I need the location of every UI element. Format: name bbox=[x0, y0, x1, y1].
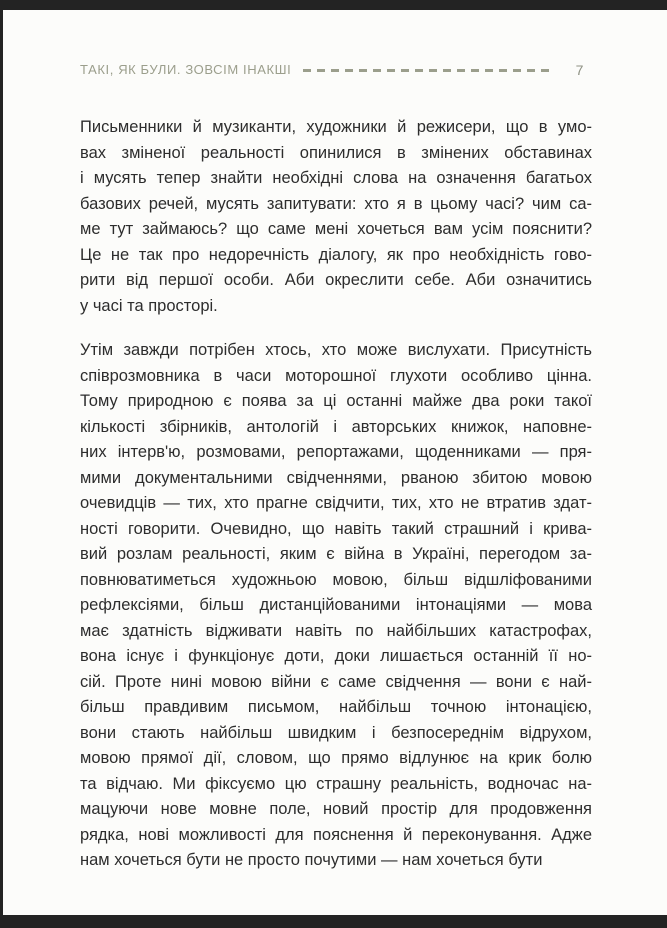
text-line: у часі та просторі. bbox=[80, 296, 218, 315]
text-line: базових речей, мусять запитувати: хто я в цьому часі? чим са- bbox=[80, 194, 592, 213]
text-line: рядка, нові можливості для пояснення й переконування. Адже bbox=[80, 825, 592, 844]
text-line: них інтерв'ю, розмовами, репортажами, щоденниками — пря- bbox=[80, 443, 592, 461]
paragraph bbox=[80, 338, 592, 874]
page-number: 7 bbox=[575, 62, 584, 78]
text-line: вона існує і функціонує доти, доки лишається останній її но- bbox=[80, 647, 592, 665]
text-line: має здатність відживати навіть по найбільших катастрофах, bbox=[80, 621, 592, 640]
text-line: вах зміненої реальності опинилися в змінених обставинах bbox=[80, 143, 592, 162]
text-line: мовою прямої дії, словом, що прямо відлунює на крик болю bbox=[80, 749, 592, 767]
text-line: співрозмовника в часи моторошної глухоти особливо цінна. bbox=[80, 366, 592, 385]
running-header bbox=[80, 62, 592, 78]
dashed-leader bbox=[303, 69, 549, 72]
text-line: Це не так про недоречність діалогу, як про необхідність гово- bbox=[80, 245, 592, 264]
text-line: Тому природною є поява за ці останні майже два роки такої bbox=[80, 392, 592, 410]
text-line: мацуючи нове мовне поле, новий простір для продовження bbox=[80, 800, 592, 818]
text-line: мими документальними свідченнями, рваною збитою мовою bbox=[80, 468, 592, 487]
bottom-frame-bar bbox=[0, 915, 667, 928]
text-line: сій. Проте нині мовою війни є саме свідчення — вони є най- bbox=[80, 672, 592, 691]
text-line: Письменники й музиканти, художники й режисери, що в умо- bbox=[80, 118, 592, 136]
text-line: ності говорити. Очевидно, що навіть такий страшний і крива- bbox=[80, 519, 592, 538]
text-line: рити від першої особи. Аби окреслити себе. Аби означитись bbox=[80, 271, 592, 289]
text-line: рефлексіями, більш дистанційованими інтонаціями — мова bbox=[80, 596, 592, 614]
text-line: повнюватиметься художньою мовою, більш відшліфованими bbox=[80, 570, 592, 589]
text-line: вий розлам реальності, яким є війна в Україні, перегодом за- bbox=[80, 545, 592, 563]
page-body bbox=[80, 115, 592, 874]
text-line: вони стають найбільш швидким і безпосереднім відрухом, bbox=[80, 723, 592, 742]
text-line: кількості збірників, антологій і авторських книжок, наповне- bbox=[80, 417, 592, 436]
text-line: очевидців — тих, хто прагне свідчити, тих, хто не втратив здат- bbox=[80, 494, 592, 512]
chapter-title: ТАКІ, ЯК БУЛИ. ЗОВСІМ ІНАКШІ bbox=[80, 62, 292, 77]
text-line: ме тут займаюсь? що саме мені хочеться вам усім пояснити? bbox=[80, 220, 592, 238]
paragraph bbox=[80, 115, 592, 319]
text-line: нам хочеться бути не просто почутими — нам хочеться бути bbox=[80, 851, 543, 869]
left-frame-line bbox=[0, 0, 3, 928]
text-line: Утім завжди потрібен хтось, хто може вислухати. Присутність bbox=[80, 341, 592, 359]
text-line: та відчаю. Ми фіксуємо цю страшну реальність, водночас на- bbox=[80, 774, 592, 793]
book-page bbox=[80, 0, 592, 874]
text-line: і мусять тепер знайти необхідні слова на означення багатьох bbox=[80, 169, 592, 187]
text-line: більш правдивим письмом, найбільш точною інтонацією, bbox=[80, 698, 592, 716]
